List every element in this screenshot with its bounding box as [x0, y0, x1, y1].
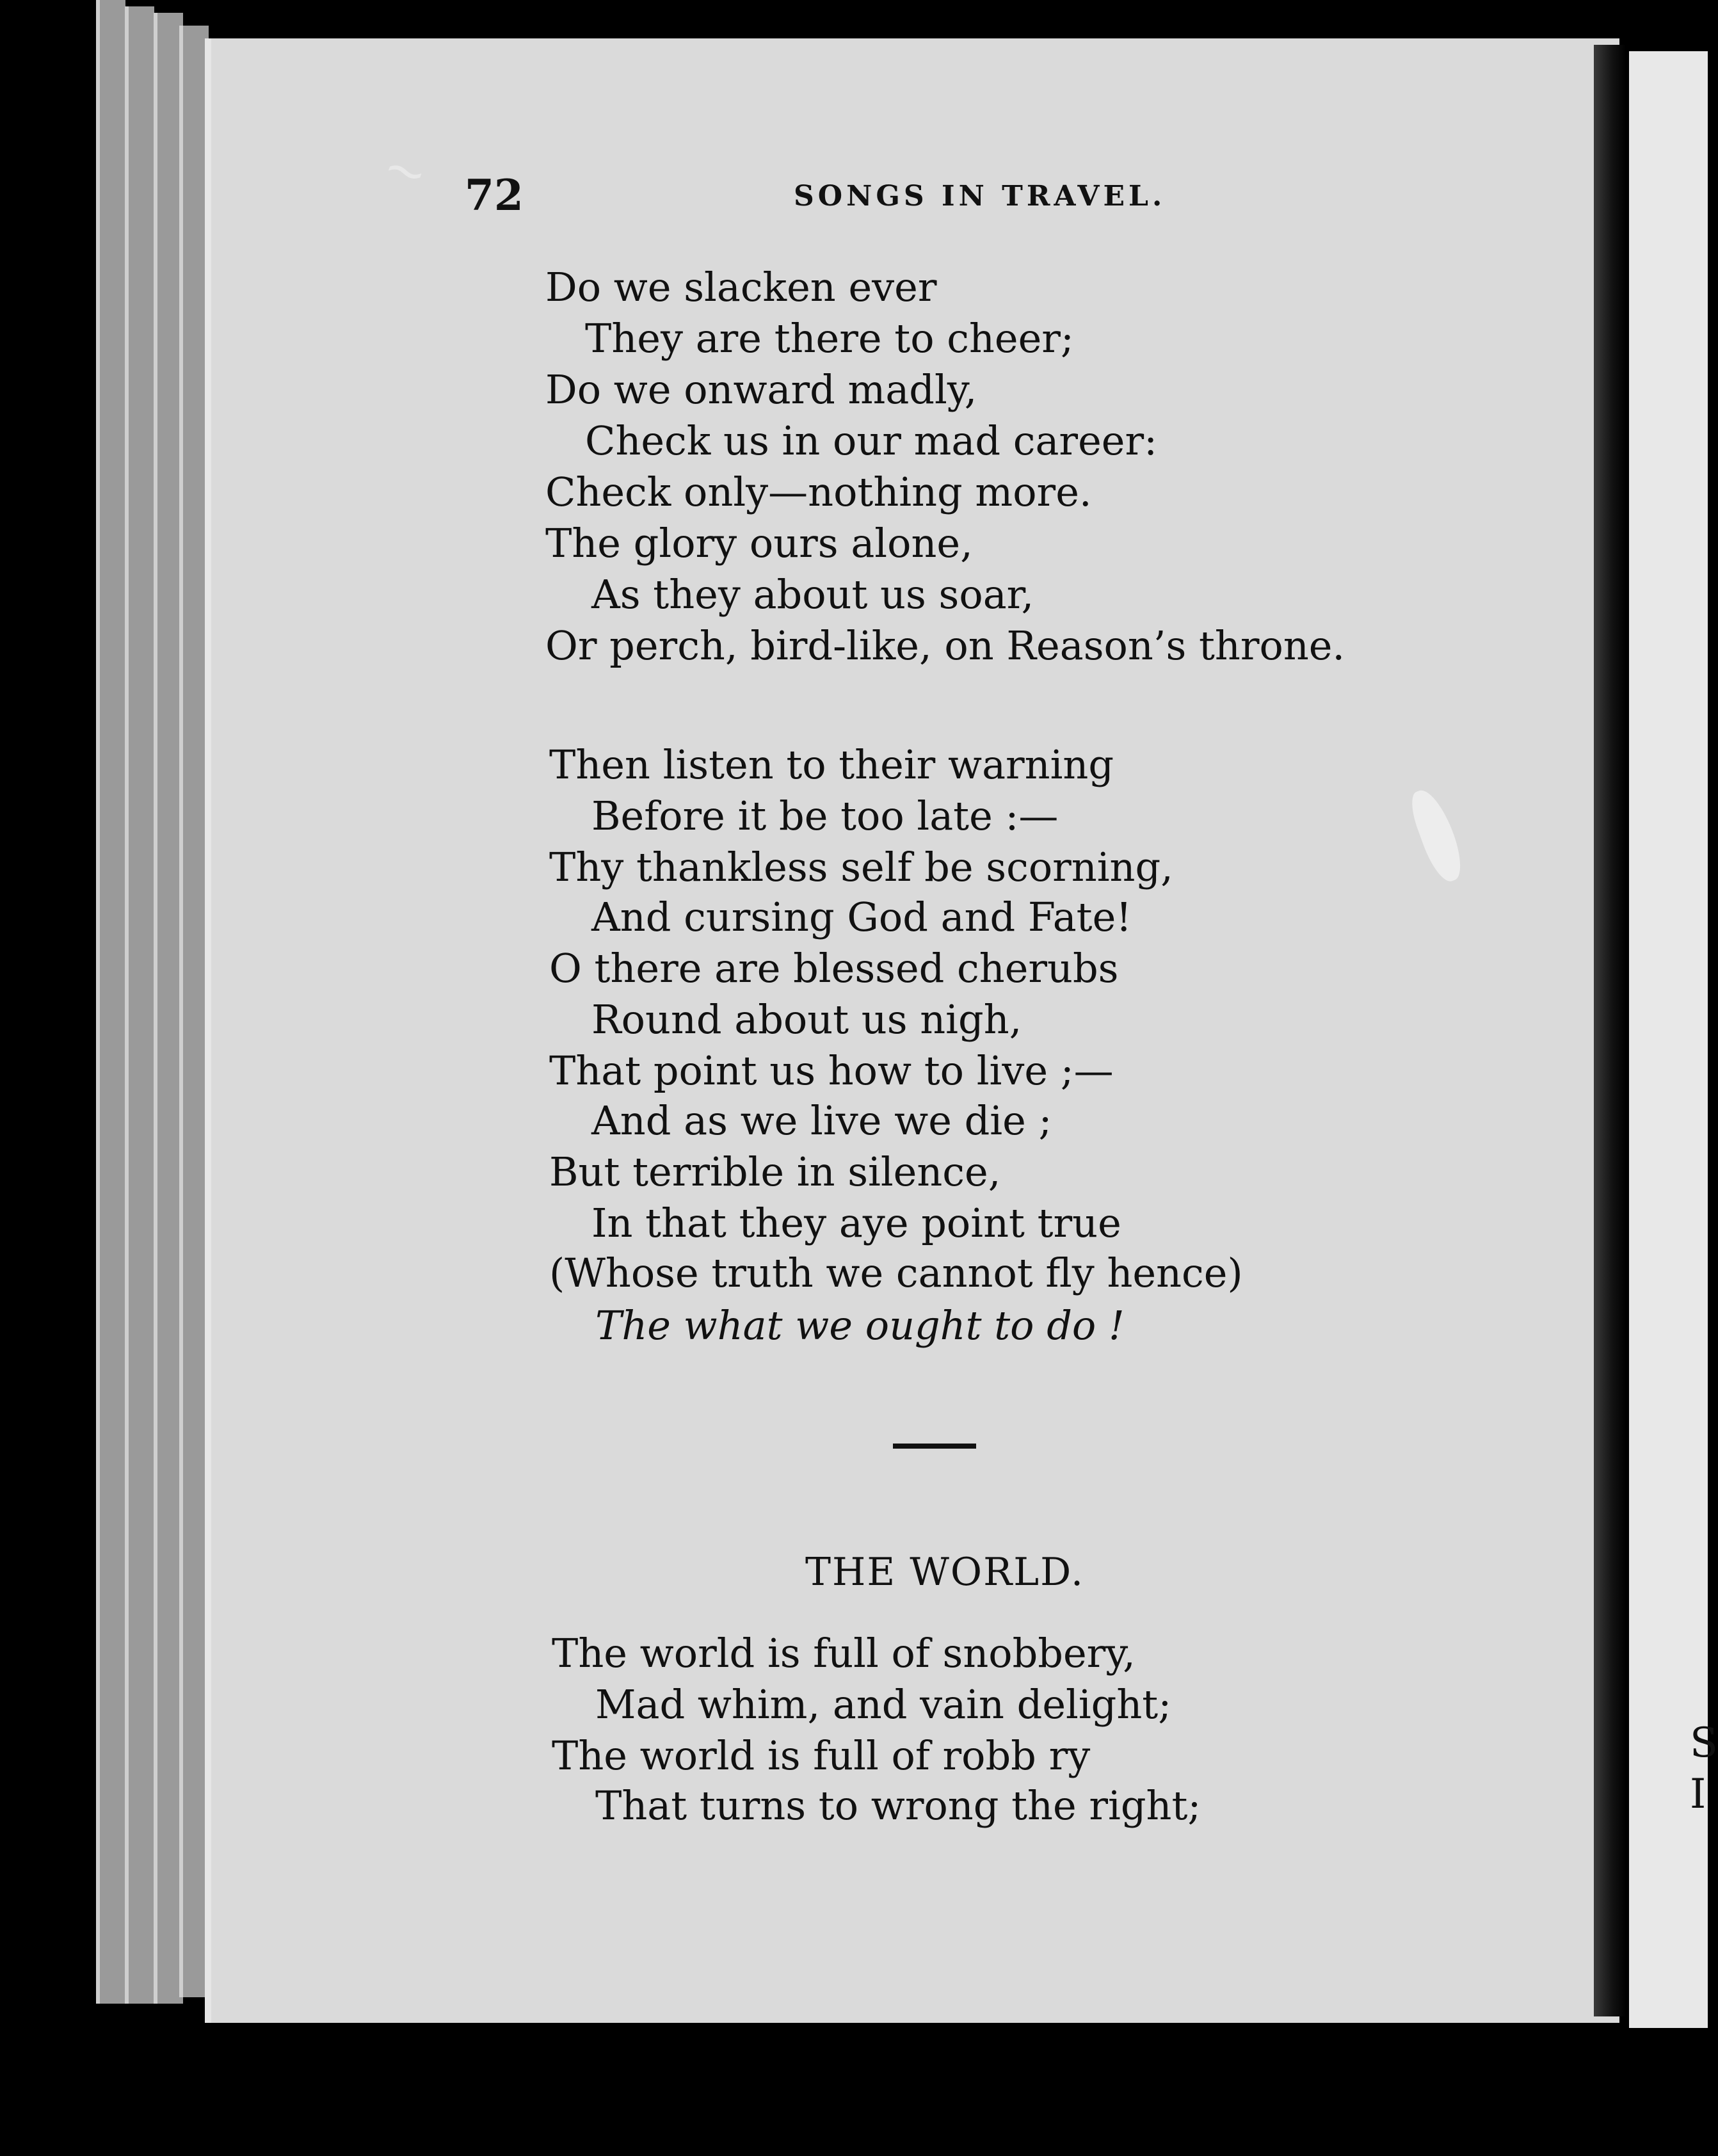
verse-line: Check us in our mad career:	[585, 417, 1157, 464]
page-stack-edge	[125, 6, 154, 2004]
scan-mark: ~	[375, 135, 436, 206]
verse-line: Before it be too late :—	[591, 792, 1059, 839]
facing-page-letter: I	[1690, 1771, 1706, 1818]
verse-line: (Whose truth we cannot fly hence)	[549, 1250, 1243, 1296]
verse-line: That point us how to live ;—	[549, 1047, 1114, 1094]
verse-line: The world is full of robb ry	[552, 1732, 1091, 1779]
running-head: SONGS IN TRAVEL.	[794, 180, 1166, 213]
verse-line: Do we slacken ever	[545, 264, 937, 310]
scan-border	[0, 2028, 1708, 2156]
verse-line: They are there to cheer;	[585, 315, 1074, 362]
verse-line: That turns to wrong the right;	[595, 1782, 1201, 1829]
verse-line: And as we live we die ;	[591, 1097, 1052, 1144]
verse-line-italic: The what we ought to do !	[595, 1302, 1125, 1349]
verse-line: O there are blessed cherubs	[549, 945, 1119, 992]
page-stack-edge	[96, 0, 125, 2004]
verse-line: And cursing God and Fate!	[591, 894, 1132, 940]
verse-line: Or perch, bird-like, on Reason’s throne.	[545, 622, 1345, 669]
verse-line: But terrible in silence,	[549, 1148, 1001, 1195]
book-spine	[1594, 45, 1626, 2016]
verse-line: Thy thankless self be scorning,	[549, 844, 1173, 890]
verse-line: Do we onward madly,	[545, 366, 977, 413]
verse-line: Check only—nothing more.	[545, 469, 1092, 515]
verse-line: Mad whim, and vain delight;	[595, 1681, 1172, 1728]
verse-line: As they about us soar,	[591, 571, 1034, 618]
verse-line: The glory ours alone,	[545, 520, 973, 567]
verse-line: Then listen to their warning	[549, 741, 1114, 788]
page-number: 72	[465, 170, 524, 220]
facing-page-letter: S	[1690, 1719, 1718, 1767]
section-divider	[893, 1444, 976, 1449]
verse-line: In that they aye point true	[591, 1200, 1121, 1246]
poem-title: THE WORLD.	[805, 1550, 1085, 1595]
verse-line: Round about us nigh,	[591, 996, 1022, 1043]
verse-line: The world is full of snobbery,	[552, 1630, 1136, 1677]
